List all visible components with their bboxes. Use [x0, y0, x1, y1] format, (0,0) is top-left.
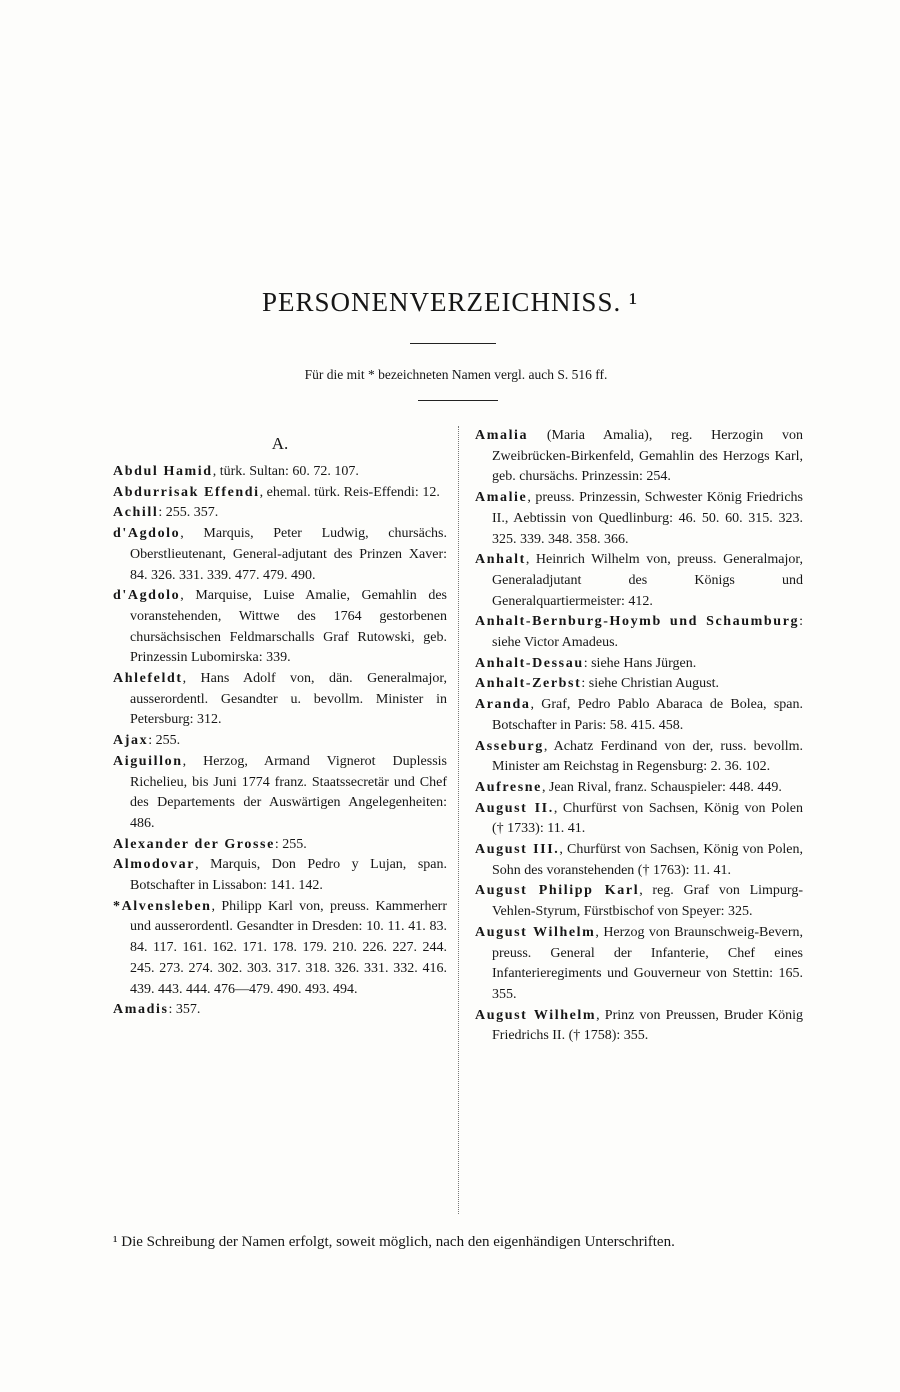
index-entry	[475, 674, 803, 695]
entry-name: Alexander der Grosse	[113, 836, 275, 852]
right-column	[475, 426, 803, 1047]
entry-text: : 357.	[168, 1002, 201, 1018]
entry-text: : 255.	[274, 836, 307, 852]
entry-text: , Prinz von Preussen, Bruder König Friedrichs II. († 1758): 355.	[492, 1007, 803, 1044]
entry-name: August Wilhelm	[475, 924, 596, 940]
page-title: PERSONENVERZEICHNISS. ¹	[261, 287, 639, 317]
entry-text: , Philipp Karl von, preuss. Kammerherr und ausserordentl. Gesandter in Dresden: 10. 11. 41. 83. 84. 117. 161. 162. 171. 178. 179. 210. 226. 227. 244. 245. 273. 274. 302. 303. 317. 318. 326. 331. 332. 416. 439. 443. 444. 476—479. 490. 493. 494.	[130, 898, 447, 997]
entry-name: Amadis	[113, 1002, 169, 1018]
index-entry	[113, 897, 447, 1001]
entry-name: August III.	[475, 842, 560, 858]
left-column	[113, 432, 447, 1021]
entry-name: d'Agdolo	[113, 588, 181, 604]
entry-text: , Herzog, Armand Vignerot Duplessis Richelieu, bis Juni 1774 franz. Staatssecretär und Chef des Departements der Auswärtigen Angelegenheiten: 486.	[130, 753, 447, 831]
page-subtitle: Für die mit * bezeichneten Namen vergl. auch S. 516 ff.	[304, 367, 608, 382]
entry-name: Anhalt	[475, 552, 526, 568]
column-divider	[458, 426, 459, 1214]
entry-text: : 255.	[148, 733, 181, 749]
entry-text: , reg. Graf von Limpurg-Vehlen-Styrum, Fürstbischof von Speyer: 325.	[492, 883, 803, 920]
index-entry	[113, 462, 447, 483]
entry-name: Anhalt-Bernburg-Hoymb und Schaumburg	[475, 614, 800, 630]
entry-text: , Achatz Ferdinand von der, russ. bevollm. Minister am Reichstag in Regensburg: 2. 36. 102.	[492, 738, 803, 775]
entry-name: *Alvensleben	[113, 898, 212, 914]
entry-name: Ajax	[113, 733, 149, 749]
index-entry	[113, 524, 447, 586]
entry-name: August II.	[475, 800, 554, 816]
index-entry	[475, 840, 803, 881]
entry-text: : siehe Victor Amadeus.	[492, 614, 803, 651]
section-letter: A.	[271, 434, 289, 453]
entry-name: d'Agdolo	[113, 526, 181, 542]
entry-text: , türk. Sultan: 60. 72. 107.	[212, 464, 359, 479]
index-entry	[113, 835, 447, 856]
entry-name: Asseburg	[475, 738, 544, 754]
subtitle-rule	[418, 400, 498, 401]
entry-text: : siehe Christian August.	[581, 676, 720, 692]
entry-text: , Graf, Pedro Pablo Abaraca de Bolea, span. Botschafter in Paris: 58. 415. 458.	[492, 697, 803, 733]
entry-name: Amalia	[475, 428, 529, 443]
entry-text: (Maria Amalia), reg. Herzogin von Zweibrücken-Birkenfeld, Gemahlin des Herzogs Karl, geb. chursächs. Prinzessin: 254.	[492, 428, 803, 485]
index-entry	[475, 612, 803, 653]
entry-name: Anhalt-Zerbst	[475, 676, 582, 692]
entry-name: Aufresne	[475, 779, 542, 795]
index-entry	[475, 737, 803, 778]
entry-name: Ahlefeldt	[113, 671, 183, 687]
entry-name: Aranda	[475, 697, 531, 713]
index-entry	[113, 731, 447, 752]
entry-name: Almodovar	[113, 857, 196, 873]
index-entry	[113, 669, 447, 731]
entry-text: , Heinrich Wilhelm von, preuss. Generalmajor, Generaladjutant des Königs und Generalquartiermeister: 412.	[492, 552, 803, 609]
entry-text: , Jean Rival, franz. Schauspieler: 448. 449.	[541, 779, 782, 795]
index-entry	[113, 855, 447, 896]
entry-name: Amalie	[475, 490, 528, 506]
entry-text: , ehemal. türk. Reis-Effendi: 12.	[259, 484, 440, 500]
entry-name: August Wilhelm	[475, 1007, 597, 1023]
index-entry	[475, 799, 803, 840]
entry-text: , Herzog von Braunschweig-Bevern, preuss. General der Infanterie, Chef eines Infanterieregiments und Gouverneur von Stettin: 165. 355.	[492, 924, 803, 1002]
entry-name: Abdurrisak Effendi	[113, 484, 260, 500]
index-entry	[475, 881, 803, 922]
index-entry	[113, 586, 447, 669]
entry-text: , Churfürst von Sachsen, König von Polen († 1733): 11. 41.	[492, 800, 803, 837]
index-entry	[113, 752, 447, 835]
entry-text: : 255. 357.	[158, 505, 219, 521]
index-entry	[475, 654, 803, 675]
index-entry	[475, 923, 803, 1006]
index-entry	[475, 695, 803, 736]
title-rule	[410, 343, 496, 344]
index-entry	[475, 1006, 803, 1047]
index-entry	[475, 778, 803, 799]
entry-text: , Marquise, Luise Amalie, Gemahlin des voranstehenden, Wittwe des 1764 gestorbenen chursächsischen Feldmarschalls Graf Rutowski, geb. Prinzessin Lubomirska: 339.	[130, 588, 447, 666]
index-entry	[113, 483, 447, 504]
entry-text: , Hans Adolf von, dän. Generalmajor, ausserordentl. Gesandter u. bevollm. Minister in Petersburg: 312.	[130, 671, 447, 728]
entry-text: : siehe Hans Jürgen.	[583, 655, 697, 671]
entry-text: , preuss. Prinzessin, Schwester König Friedrichs II., Aebtissin von Quedlinburg: 46. 50. 60. 315. 323. 325. 339. 348. 358. 366.	[492, 490, 803, 547]
index-entry	[113, 503, 447, 524]
index-entry	[113, 1000, 447, 1021]
entry-name: August Philipp Karl	[475, 883, 640, 899]
entry-text: , Marquis, Don Pedro y Lujan, span. Botschafter in Lissabon: 141. 142.	[130, 857, 447, 894]
entry-text: , Marquis, Peter Ludwig, chursächs. Oberstlieutenant, General-adjutant des Prinzen Xaver: 84. 326. 331. 339. 477. 479. 490.	[130, 526, 447, 583]
entry-name: Aiguillon	[113, 753, 183, 769]
index-entry	[475, 550, 803, 612]
entry-name: Anhalt-Dessau	[475, 655, 584, 671]
index-entry	[475, 426, 803, 488]
index-entry	[475, 488, 803, 550]
entry-name: Achill	[113, 505, 159, 521]
footnote: ¹ Die Schreibung der Namen erfolgt, soweit möglich, nach den eigenhändigen Unterschriften.	[113, 1234, 675, 1250]
entry-name: Abdul Hamid	[113, 464, 213, 479]
entry-text: , Churfürst von Sachsen, König von Polen, Sohn des voranstehenden († 1763): 11. 41.	[492, 842, 803, 878]
